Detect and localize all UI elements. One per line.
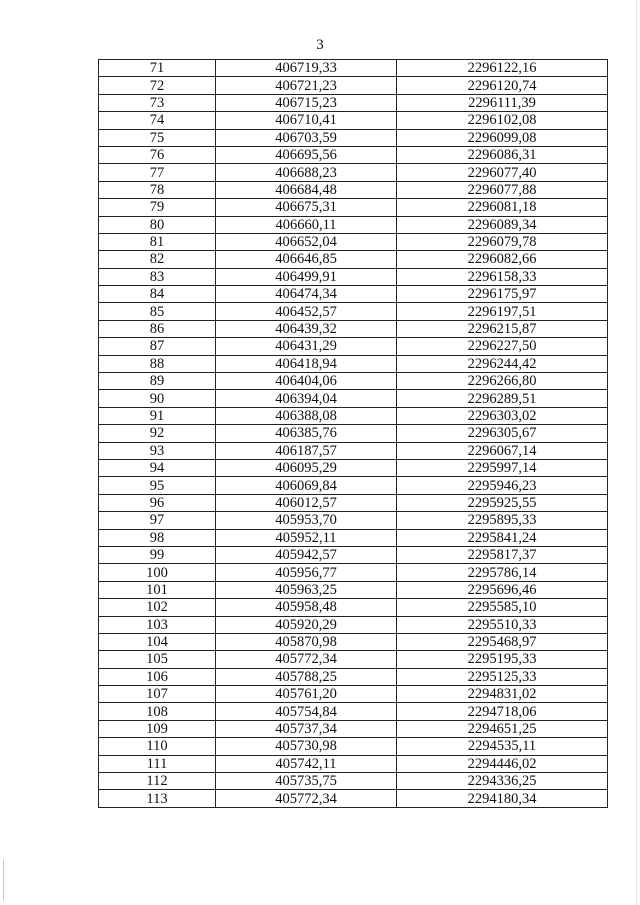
y-coordinate-cell: 2295125,33 <box>397 668 608 685</box>
table-row <box>99 286 608 303</box>
table-row <box>99 338 608 355</box>
y-coordinate-cell: 2295786,14 <box>397 564 608 581</box>
table-row <box>99 94 608 111</box>
table-row <box>99 373 608 390</box>
x-coordinate-cell: 406688,23 <box>216 164 397 181</box>
point-number-cell: 112 <box>99 773 216 790</box>
point-number-cell: 94 <box>99 459 216 476</box>
table-row <box>99 703 608 720</box>
y-coordinate-cell: 2295841,24 <box>397 529 608 546</box>
y-coordinate-cell: 2295997,14 <box>397 459 608 476</box>
x-coordinate-cell: 405730,98 <box>216 738 397 755</box>
table-row <box>99 477 608 494</box>
point-number-cell: 113 <box>99 790 216 807</box>
y-coordinate-cell: 2296122,16 <box>397 60 608 77</box>
x-coordinate-cell: 406394,04 <box>216 390 397 407</box>
x-coordinate-cell: 405942,57 <box>216 546 397 563</box>
point-number-cell: 108 <box>99 703 216 720</box>
point-number-cell: 82 <box>99 251 216 268</box>
table-row <box>99 529 608 546</box>
table-row <box>99 581 608 598</box>
point-number-cell: 76 <box>99 146 216 163</box>
point-number-cell: 79 <box>99 199 216 216</box>
table-row <box>99 633 608 650</box>
x-coordinate-cell: 406721,23 <box>216 77 397 94</box>
point-number-cell: 83 <box>99 268 216 285</box>
x-coordinate-cell: 406646,85 <box>216 251 397 268</box>
table-row <box>99 512 608 529</box>
y-coordinate-cell: 2295696,46 <box>397 581 608 598</box>
x-coordinate-cell: 405958,48 <box>216 599 397 616</box>
y-coordinate-cell: 2294446,02 <box>397 755 608 772</box>
y-coordinate-cell: 2296158,33 <box>397 268 608 285</box>
point-number-cell: 99 <box>99 546 216 563</box>
y-coordinate-cell: 2296175,97 <box>397 286 608 303</box>
point-number-cell: 74 <box>99 112 216 129</box>
table-row <box>99 181 608 198</box>
x-coordinate-cell: 406404,06 <box>216 373 397 390</box>
y-coordinate-cell: 2295817,37 <box>397 546 608 563</box>
y-coordinate-cell: 2296102,08 <box>397 112 608 129</box>
y-coordinate-cell: 2294718,06 <box>397 703 608 720</box>
x-coordinate-cell: 406710,41 <box>216 112 397 129</box>
x-coordinate-cell: 406703,59 <box>216 129 397 146</box>
table-row <box>99 320 608 337</box>
y-coordinate-cell: 2296077,40 <box>397 164 608 181</box>
point-number-cell: 107 <box>99 686 216 703</box>
x-coordinate-cell: 406474,34 <box>216 286 397 303</box>
y-coordinate-cell: 2294336,25 <box>397 773 608 790</box>
x-coordinate-cell: 405761,20 <box>216 686 397 703</box>
table-row <box>99 60 608 77</box>
x-coordinate-cell: 406499,91 <box>216 268 397 285</box>
table-row <box>99 77 608 94</box>
point-number-cell: 103 <box>99 616 216 633</box>
y-coordinate-cell: 2296099,08 <box>397 129 608 146</box>
table-row <box>99 720 608 737</box>
x-coordinate-cell: 406187,57 <box>216 442 397 459</box>
point-number-cell: 75 <box>99 129 216 146</box>
x-coordinate-cell: 405754,84 <box>216 703 397 720</box>
x-coordinate-cell: 405920,29 <box>216 616 397 633</box>
y-coordinate-cell: 2294831,02 <box>397 686 608 703</box>
table-row <box>99 616 608 633</box>
page-number: 3 <box>316 37 324 53</box>
x-coordinate-cell: 406439,32 <box>216 320 397 337</box>
table-row <box>99 494 608 511</box>
coordinates-table <box>98 59 608 808</box>
point-number-cell: 93 <box>99 442 216 459</box>
point-number-cell: 78 <box>99 181 216 198</box>
y-coordinate-cell: 2296303,02 <box>397 407 608 424</box>
point-number-cell: 100 <box>99 564 216 581</box>
table-row <box>99 390 608 407</box>
table-row <box>99 564 608 581</box>
x-coordinate-cell: 406660,11 <box>216 216 397 233</box>
y-coordinate-cell: 2296215,87 <box>397 320 608 337</box>
table-row <box>99 686 608 703</box>
table-row <box>99 164 608 181</box>
y-coordinate-cell: 2296266,80 <box>397 373 608 390</box>
point-number-cell: 96 <box>99 494 216 511</box>
x-coordinate-cell: 406431,29 <box>216 338 397 355</box>
right-edge-mark <box>636 0 637 905</box>
y-coordinate-cell: 2296227,50 <box>397 338 608 355</box>
x-coordinate-cell: 405956,77 <box>216 564 397 581</box>
x-coordinate-cell: 406418,94 <box>216 355 397 372</box>
point-number-cell: 98 <box>99 529 216 546</box>
point-number-cell: 86 <box>99 320 216 337</box>
point-number-cell: 104 <box>99 633 216 650</box>
y-coordinate-cell: 2294180,34 <box>397 790 608 807</box>
table-row <box>99 216 608 233</box>
table-row <box>99 738 608 755</box>
x-coordinate-cell: 406695,56 <box>216 146 397 163</box>
point-number-cell: 95 <box>99 477 216 494</box>
x-coordinate-cell: 406069,84 <box>216 477 397 494</box>
x-coordinate-cell: 405963,25 <box>216 581 397 598</box>
y-coordinate-cell: 2294535,11 <box>397 738 608 755</box>
x-coordinate-cell: 406719,33 <box>216 60 397 77</box>
y-coordinate-cell: 2295468,97 <box>397 633 608 650</box>
table-row <box>99 651 608 668</box>
point-number-cell: 97 <box>99 512 216 529</box>
point-number-cell: 111 <box>99 755 216 772</box>
x-coordinate-cell: 406452,57 <box>216 303 397 320</box>
table-row <box>99 112 608 129</box>
point-number-cell: 73 <box>99 94 216 111</box>
point-number-cell: 92 <box>99 425 216 442</box>
table-row <box>99 199 608 216</box>
y-coordinate-cell: 2296289,51 <box>397 390 608 407</box>
table-row <box>99 668 608 685</box>
y-coordinate-cell: 2295510,33 <box>397 616 608 633</box>
x-coordinate-cell: 406012,57 <box>216 494 397 511</box>
table-row <box>99 790 608 807</box>
y-coordinate-cell: 2296081,18 <box>397 199 608 216</box>
point-number-cell: 81 <box>99 233 216 250</box>
x-coordinate-cell: 406675,31 <box>216 199 397 216</box>
point-number-cell: 87 <box>99 338 216 355</box>
table-row <box>99 755 608 772</box>
x-coordinate-cell: 406715,23 <box>216 94 397 111</box>
x-coordinate-cell: 405953,70 <box>216 512 397 529</box>
table-row <box>99 442 608 459</box>
point-number-cell: 106 <box>99 668 216 685</box>
point-number-cell: 71 <box>99 60 216 77</box>
x-coordinate-cell: 405735,75 <box>216 773 397 790</box>
point-number-cell: 105 <box>99 651 216 668</box>
x-coordinate-cell: 406095,29 <box>216 459 397 476</box>
table-row <box>99 546 608 563</box>
y-coordinate-cell: 2296111,39 <box>397 94 608 111</box>
y-coordinate-cell: 2296079,78 <box>397 233 608 250</box>
point-number-cell: 101 <box>99 581 216 598</box>
table-row <box>99 129 608 146</box>
table-row <box>99 146 608 163</box>
y-coordinate-cell: 2296120,74 <box>397 77 608 94</box>
point-number-cell: 89 <box>99 373 216 390</box>
y-coordinate-cell: 2295585,10 <box>397 599 608 616</box>
point-number-cell: 90 <box>99 390 216 407</box>
y-coordinate-cell: 2296086,31 <box>397 146 608 163</box>
point-number-cell: 102 <box>99 599 216 616</box>
x-coordinate-cell: 405952,11 <box>216 529 397 546</box>
y-coordinate-cell: 2294651,25 <box>397 720 608 737</box>
point-number-cell: 110 <box>99 738 216 755</box>
table-row <box>99 355 608 372</box>
point-number-cell: 84 <box>99 286 216 303</box>
x-coordinate-cell: 406385,76 <box>216 425 397 442</box>
coordinates-table-body <box>99 60 608 808</box>
table-row <box>99 773 608 790</box>
table-row <box>99 233 608 250</box>
y-coordinate-cell: 2296244,42 <box>397 355 608 372</box>
y-coordinate-cell: 2295946,23 <box>397 477 608 494</box>
x-coordinate-cell: 405742,11 <box>216 755 397 772</box>
x-coordinate-cell: 405737,34 <box>216 720 397 737</box>
x-coordinate-cell: 405772,34 <box>216 651 397 668</box>
table-row <box>99 268 608 285</box>
table-row <box>99 407 608 424</box>
table-row <box>99 303 608 320</box>
x-coordinate-cell: 406652,04 <box>216 233 397 250</box>
point-number-cell: 85 <box>99 303 216 320</box>
point-number-cell: 77 <box>99 164 216 181</box>
y-coordinate-cell: 2296082,66 <box>397 251 608 268</box>
table-row <box>99 599 608 616</box>
x-coordinate-cell: 405772,34 <box>216 790 397 807</box>
point-number-cell: 88 <box>99 355 216 372</box>
point-number-cell: 72 <box>99 77 216 94</box>
y-coordinate-cell: 2296077,88 <box>397 181 608 198</box>
point-number-cell: 109 <box>99 720 216 737</box>
y-coordinate-cell: 2295895,33 <box>397 512 608 529</box>
x-coordinate-cell: 406388,08 <box>216 407 397 424</box>
point-number-cell: 91 <box>99 407 216 424</box>
table-row <box>99 459 608 476</box>
y-coordinate-cell: 2296089,34 <box>397 216 608 233</box>
y-coordinate-cell: 2295925,55 <box>397 494 608 511</box>
y-coordinate-cell: 2296067,14 <box>397 442 608 459</box>
y-coordinate-cell: 2296305,67 <box>397 425 608 442</box>
x-coordinate-cell: 405870,98 <box>216 633 397 650</box>
x-coordinate-cell: 406684,48 <box>216 181 397 198</box>
table-row <box>99 425 608 442</box>
x-coordinate-cell: 405788,25 <box>216 668 397 685</box>
left-edge-mark <box>3 860 4 900</box>
y-coordinate-cell: 2295195,33 <box>397 651 608 668</box>
y-coordinate-cell: 2296197,51 <box>397 303 608 320</box>
table-row <box>99 251 608 268</box>
point-number-cell: 80 <box>99 216 216 233</box>
